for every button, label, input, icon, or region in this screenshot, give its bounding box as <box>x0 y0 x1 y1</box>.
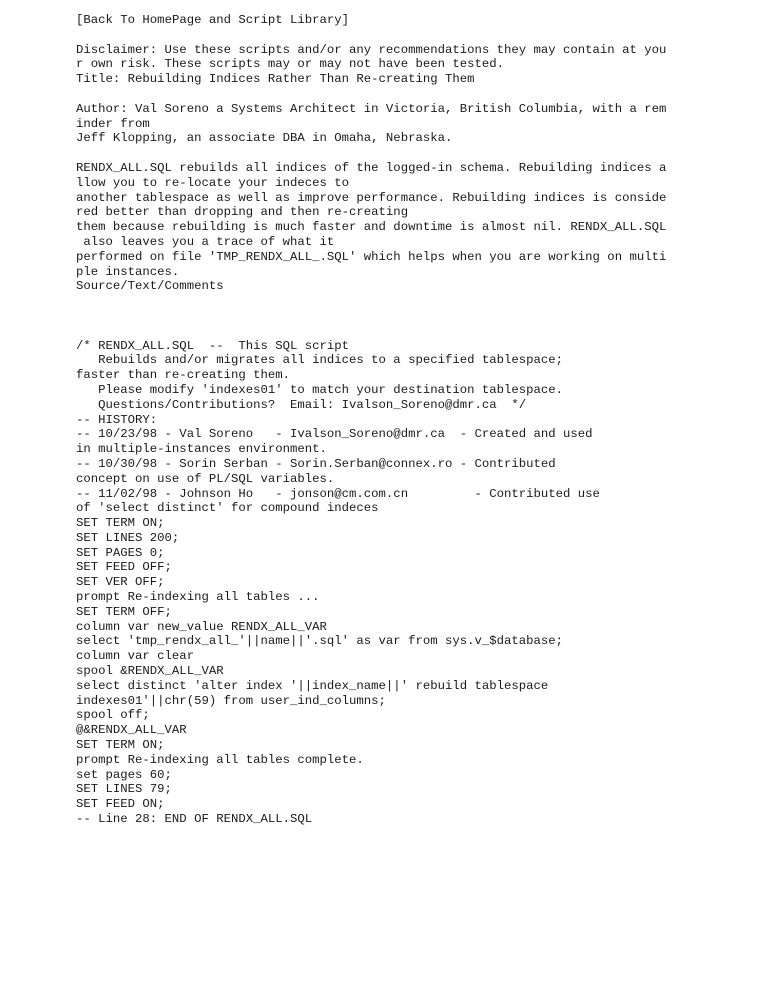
sql-statement-line: SET TERM OFF; <box>76 604 172 619</box>
document-title: Title: Rebuilding Indices Rather Than Re-creating Them <box>76 72 475 87</box>
description-line: red better than dropping and then re-creating <box>76 205 409 220</box>
disclaimer-block <box>76 43 686 87</box>
sql-statement-line: column var clear <box>76 649 195 664</box>
sql-statement-line: SET LINES 79; <box>76 782 172 797</box>
disclaimer-line: Disclaimer: Use these scripts and/or any recommendations they may contain at you <box>76 42 667 57</box>
nav-line <box>76 13 686 28</box>
description-line: also leaves you a trace of what it <box>76 234 335 249</box>
history-line: -- HISTORY: <box>76 412 158 427</box>
description-line: them because rebuilding is much faster and downtime is almost nil. RENDX_ALL.SQL <box>76 220 667 235</box>
sql-statement-line: SET TERM ON; <box>76 516 165 531</box>
author-line: inder from <box>76 116 150 131</box>
sql-statement-line: spool off; <box>76 708 150 723</box>
script-comment-line: faster than re-creating them. <box>76 368 291 383</box>
history-line: -- 10/30/98 - Sorin Serban - Sorin.Serban@connex.ro - Contributed <box>76 456 556 471</box>
nav-open-bracket: [ <box>76 13 84 27</box>
sql-statement-line: @&RENDX_ALL_VAR <box>76 723 187 738</box>
document-page <box>76 13 686 827</box>
script-comment-line: Please modify 'indexes01' to match your destination tablespace. <box>76 382 564 397</box>
script-comment-line: /* RENDX_ALL.SQL -- This SQL script <box>76 338 350 353</box>
history-line: -- 10/23/98 - Val Soreno - Ivalson_Soreno@dmr.ca - Created and used <box>76 427 593 442</box>
sql-statement-line: SET PAGES 0; <box>76 545 165 560</box>
sql-statement-line: SET VER OFF; <box>76 575 165 590</box>
sql-statement-line: SET TERM ON; <box>76 738 165 753</box>
author-line: Jeff Klopping, an associate DBA in Omaha, Nebraska. <box>76 131 453 146</box>
sql-statement-line: SET FEED OFF; <box>76 560 172 575</box>
history-line: concept on use of PL/SQL variables. <box>76 471 335 486</box>
script-comment-line: Rebuilds and/or migrates all indices to a specified tablespace; <box>76 353 564 368</box>
disclaimer-line: r own risk. These scripts may or may not have been tested. <box>76 57 505 72</box>
history-line: -- 11/02/98 - Johnson Ho - jonson@cm.com.cn - Contributed use <box>76 486 600 501</box>
sql-statement-line: prompt Re-indexing all tables ... <box>76 590 320 605</box>
author-line: Author: Val Soreno a Systems Architect in Victoria, British Columbia, with a rem <box>76 101 667 116</box>
back-to-homepage-link[interactable]: Back To HomePage and Script Library <box>83 13 342 27</box>
script-comment-line: Questions/Contributions? Email: Ivalson_Soreno@dmr.ca */ <box>76 397 527 412</box>
nav-close-bracket: ] <box>341 13 350 27</box>
sql-statement-line: -- Line 28: END OF RENDX_ALL.SQL <box>76 812 313 827</box>
sql-script-listing <box>76 339 686 827</box>
sql-statement-line: prompt Re-indexing all tables complete. <box>76 752 364 767</box>
sql-statement-line: column var new_value RENDX_ALL_VAR <box>76 619 327 634</box>
sql-statement-line: indexes01'||chr(59) from user_ind_columns; <box>76 693 386 708</box>
sql-statement-line: spool &RENDX_ALL_VAR <box>76 664 224 679</box>
description-line: performed on file 'TMP_RENDX_ALL_.SQL' which helps when you are working on multi <box>76 249 667 264</box>
description-line: RENDX_ALL.SQL rebuilds all indices of the logged-in schema. Rebuilding indices a <box>76 160 667 175</box>
source-heading: Source/Text/Comments <box>76 279 224 294</box>
sql-statement-line: SET LINES 200; <box>76 530 180 545</box>
description-line: ple instances. <box>76 264 180 279</box>
sql-statement-line: select 'tmp_rendx_all_'||name||'.sql' as var from sys.v_$database; <box>76 634 564 649</box>
history-line: of 'select distinct' for compound indeces <box>76 501 379 516</box>
author-block <box>76 102 686 146</box>
description-block <box>76 161 686 294</box>
description-line: llow you to re-locate your indeces to <box>76 175 350 190</box>
history-line: in multiple-instances environment. <box>76 442 327 457</box>
sql-statement-line: SET FEED ON; <box>76 797 165 812</box>
sql-statement-line: select distinct 'alter index '||index_name||' rebuild tablespace <box>76 678 549 693</box>
description-line: another tablespace as well as improve performance. Rebuilding indices is conside <box>76 190 667 205</box>
sql-statement-line: set pages 60; <box>76 767 172 782</box>
